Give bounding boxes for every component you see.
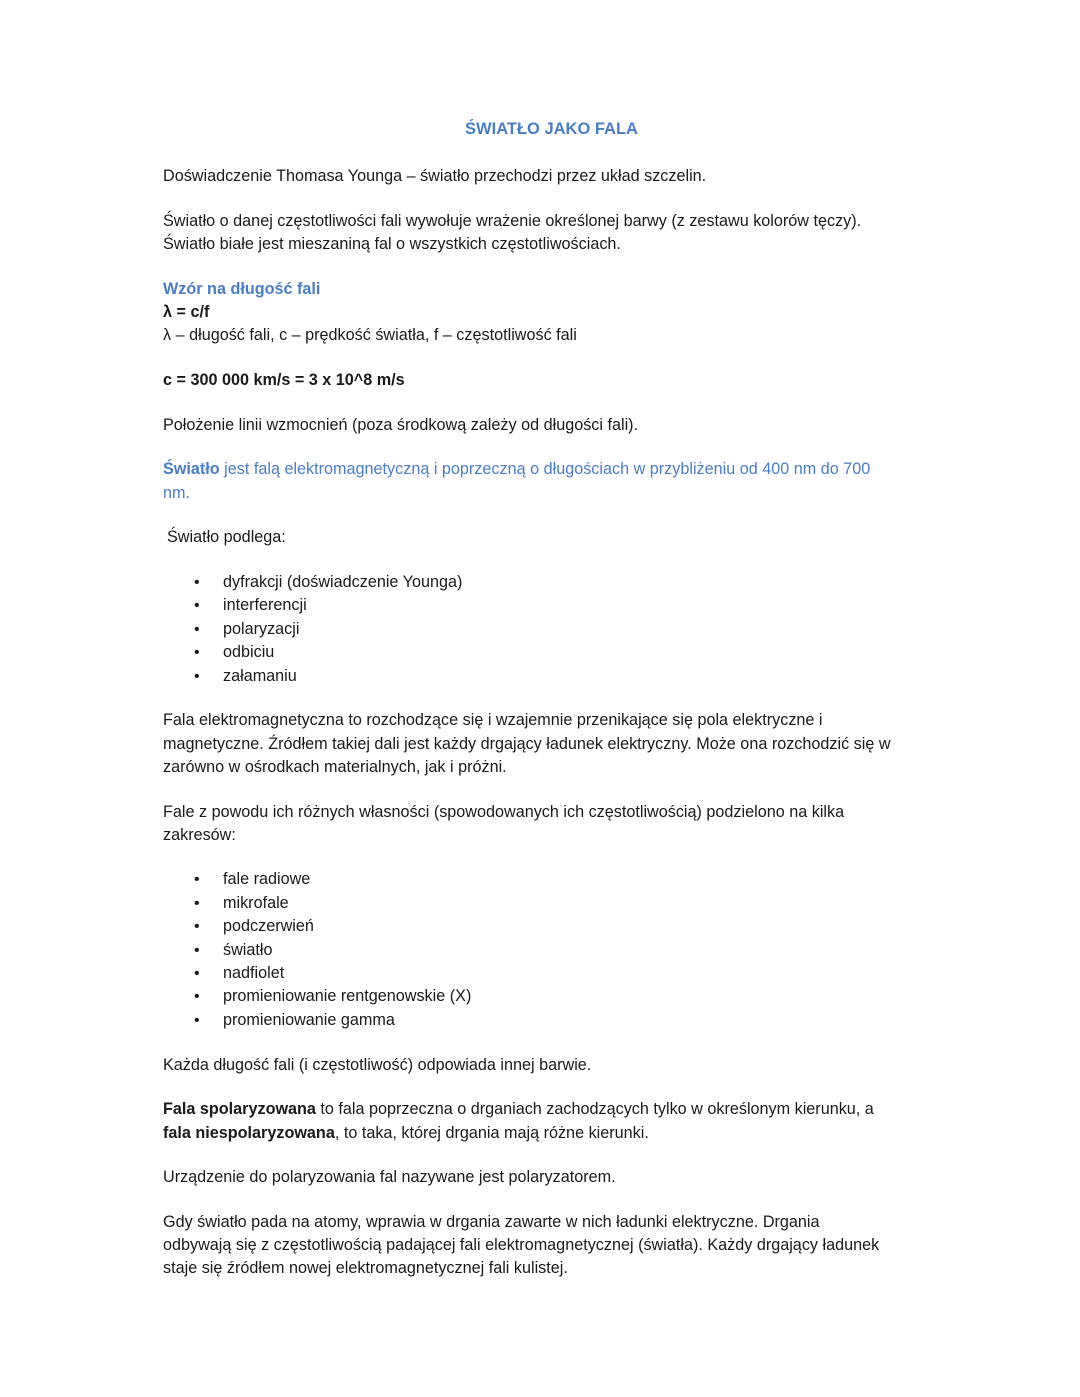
list-item — [163, 915, 930, 938]
list-item — [163, 641, 930, 664]
list-item-text: fale radiowe — [223, 870, 311, 889]
list-item-text: odbiciu — [223, 643, 275, 662]
ranges-intro-line-2: zakresów: — [163, 825, 236, 844]
polarized-def: to fala poprzeczna o drganiach zachodzących tylko w określonym kierunku, a — [315, 1100, 874, 1119]
polarized-term: Fala spolaryzowana — [163, 1100, 316, 1119]
light-definition-line-1 — [163, 458, 930, 481]
list-item-text: nadfiolet — [223, 963, 285, 982]
list-item — [163, 939, 930, 962]
bullet-icon: • — [194, 894, 200, 912]
bullet-icon: • — [194, 918, 200, 936]
bullet-icon: • — [194, 941, 200, 959]
young-paragraph — [163, 165, 930, 188]
page-title: ŚWIATŁO JAKO FALA — [465, 120, 638, 138]
atoms-line-1: Gdy światło pada na atomy, wprawia w drgania zawarte w nich ładunki elektryczne. Drgania — [163, 1212, 820, 1231]
list-item — [163, 618, 930, 641]
speed-of-light-paragraph — [163, 369, 930, 392]
bullet-icon: • — [194, 644, 200, 662]
colors-text: Każda długość fali (i częstotliwość) odpowiada innej barwie. — [163, 1055, 592, 1074]
ranges-list — [163, 868, 930, 1032]
list-item — [163, 985, 930, 1008]
list-item-text: promieniowanie gamma — [223, 1010, 395, 1029]
light-definition-bold: Światło — [163, 460, 220, 479]
bullet-icon: • — [194, 620, 200, 638]
young-text: Doświadczenie Thomasa Younga – światło przechodzi przez układ szczelin. — [163, 167, 707, 186]
polarized-paragraph — [163, 1098, 930, 1144]
color-paragraph — [163, 210, 930, 256]
list-item — [163, 665, 930, 688]
list-item-text: światło — [223, 940, 273, 959]
atoms-line-3: staje się źródłem nowej elektromagnetycznej fali kulistej. — [163, 1259, 568, 1278]
bullet-icon: • — [194, 597, 200, 615]
polarizer-text: Urządzenie do polaryzowania fal nazywane jest polaryzatorem. — [163, 1168, 616, 1187]
list-item — [163, 868, 930, 891]
atoms-paragraph — [163, 1211, 930, 1281]
position-paragraph — [163, 414, 930, 437]
em-wave-paragraph — [163, 709, 930, 779]
list-item-text: promieniowanie rentgenowskie (X) — [223, 987, 472, 1006]
colors-paragraph — [163, 1054, 930, 1077]
color-line-1: Światło o danej częstotliwości fali wywołuje wrażenie określonej barwy (z zestawu kolorów tęczy). — [163, 211, 862, 230]
light-definition-rest: jest falą elektromagnetyczną i poprzeczną o długościach w przybliżeniu od 400 nm do 700 — [219, 460, 871, 479]
polarized-line-1 — [163, 1098, 930, 1121]
list-item-text: polaryzacji — [223, 619, 300, 638]
atoms-line-2: odbywają się z częstotliwością padającej fali elektromagnetycznej (światła). Każdy drgający ładunek — [163, 1236, 880, 1255]
bullet-icon: • — [194, 573, 200, 591]
ranges-intro-line-1: Fale z powodu ich różnych własności (spowodowanych ich częstotliwością) podzielono na kilka — [163, 802, 845, 821]
list-item — [163, 571, 930, 594]
color-line-2: Światło białe jest mieszaniną fal o wszystkich częstotliwościach. — [163, 235, 621, 254]
em-wave-line-2: magnetyczne. Źródłem takiej dali jest każdy drgający ładunek elektryczny. Może ona rozchodzić się w — [163, 734, 891, 753]
unpolarized-term: fala niespolaryzowana — [163, 1123, 335, 1142]
light-definition — [163, 458, 930, 504]
formula-heading: Wzór na długość fali — [163, 279, 321, 298]
formula-block — [163, 278, 930, 348]
list-item-text: mikrofale — [223, 893, 289, 912]
list-item — [163, 962, 930, 985]
polarized-line-2 — [163, 1122, 930, 1145]
position-text: Położenie linii wzmocnień (poza środkową zależy od długości fali). — [163, 415, 639, 434]
list-item-text: załamaniu — [223, 666, 297, 685]
list-item-text: interferencji — [223, 596, 307, 615]
subject-intro-paragraph — [163, 526, 930, 549]
phenomena-list — [163, 571, 930, 688]
list-item — [163, 1009, 930, 1032]
list-item — [163, 594, 930, 617]
formula-expression: λ = c/f — [163, 303, 210, 322]
bullet-icon: • — [194, 964, 200, 982]
list-item-text: dyfrakcji (doświadczenie Younga) — [223, 572, 463, 591]
polarizer-paragraph — [163, 1166, 930, 1189]
bullet-icon: • — [194, 988, 200, 1006]
list-item — [163, 892, 930, 915]
em-wave-line-1: Fala elektromagnetyczna to rozchodzące się i wzajemnie przenikające się pola elektryczne i — [163, 711, 823, 730]
bullet-icon: • — [194, 667, 200, 685]
em-wave-line-3: zarówno w ośrodkach materialnych, jak i próżni. — [163, 757, 507, 776]
formula-legend: λ – długość fali, c – prędkość światła, f – częstotliwość fali — [163, 326, 577, 345]
list-item-text: podczerwień — [223, 917, 314, 936]
unpolarized-def: , to taka, której drgania mają różne kierunki. — [334, 1123, 649, 1142]
bullet-icon: • — [194, 1011, 200, 1029]
speed-of-light: c = 300 000 km/s = 3 x 10^8 m/s — [163, 370, 405, 389]
subject-intro: Światło podlega: — [167, 528, 286, 547]
ranges-intro-paragraph — [163, 801, 930, 847]
light-definition-line-2: nm. — [163, 483, 190, 502]
bullet-icon: • — [194, 871, 200, 889]
